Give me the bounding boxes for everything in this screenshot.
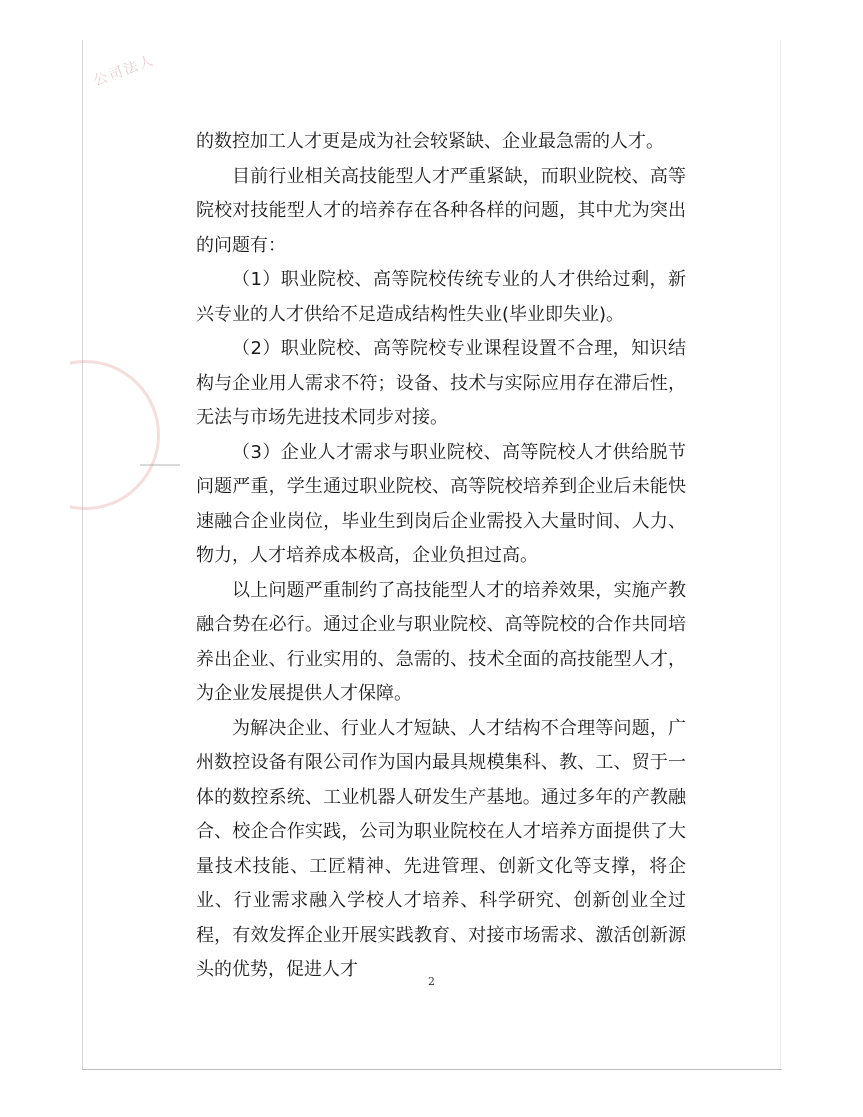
margin-mark — [140, 464, 180, 466]
paragraph-problem-3: （3）企业人才需求与职业院校、高等院校人才供给脱节问题严重，学生通过职业院校、高等院校培养到企业后未能快速融合企业岗位，毕业生到岗后企业需投入大量时间、人力、物力，人才培养成本极高，企业负担过高。 — [196, 441, 686, 566]
scan-edge-bottom — [82, 1069, 782, 1070]
paragraph-problem-1: （1）职业院校、高等院校传统专业的人才供给过剩，新兴专业的人才供给不足造成结构性失业(毕业即失业)。 — [196, 269, 686, 325]
paragraph-conclusion: 以上问题严重制约了高技能型人才的培养效果，实施产教融合势在必行。通过企业与职业院校、高等院校的合作共同培养出企业、行业实用的、急需的、技术全面的高技能型人才，为企业发展提供人才保障。 — [196, 579, 686, 704]
page-number: 2 — [428, 975, 435, 988]
paragraph-problem-2: （2）职业院校、高等院校专业课程设置不合理，知识结构与企业用人需求不符；设备、技术与实际应用存在滞后性，无法与市场先进技术同步对接。 — [196, 338, 686, 428]
scan-edge-left — [82, 40, 83, 1070]
seal-text: 公司法人 — [91, 52, 158, 90]
company-seal — [10, 360, 160, 510]
paragraph-problems-intro: 目前行业相关高技能型人才严重紧缺，而职业院校、高等院校对技能型人才的培养存在各种各样的问题，其中尤为突出的问题有： — [196, 165, 686, 256]
body-text — [196, 125, 686, 988]
paragraph-company: 为解决企业、行业人才短缺、人才结构不合理等问题，广州数控设备有限公司作为国内最具规模集科、教、工、贸于一体的数控系统、工业机器人研发生产基地。通过多年的产教融合、校企合作实践，公司为职业院校在人才培养方面提供了大量技术技能、工匠精神、先进管理、创新文化等支撑，将企业、行业需求融入学校人才培养、科学研究、创新创业全过程，有效发挥企业开展实践教育、对接市场需求、激活创新源头的优势，促进人才 — [196, 717, 686, 980]
paragraph-continuation: 的数控加工人才更是成为社会较紧缺、企业最急需的人才。 — [196, 131, 664, 152]
scan-edge-right — [780, 40, 781, 1070]
